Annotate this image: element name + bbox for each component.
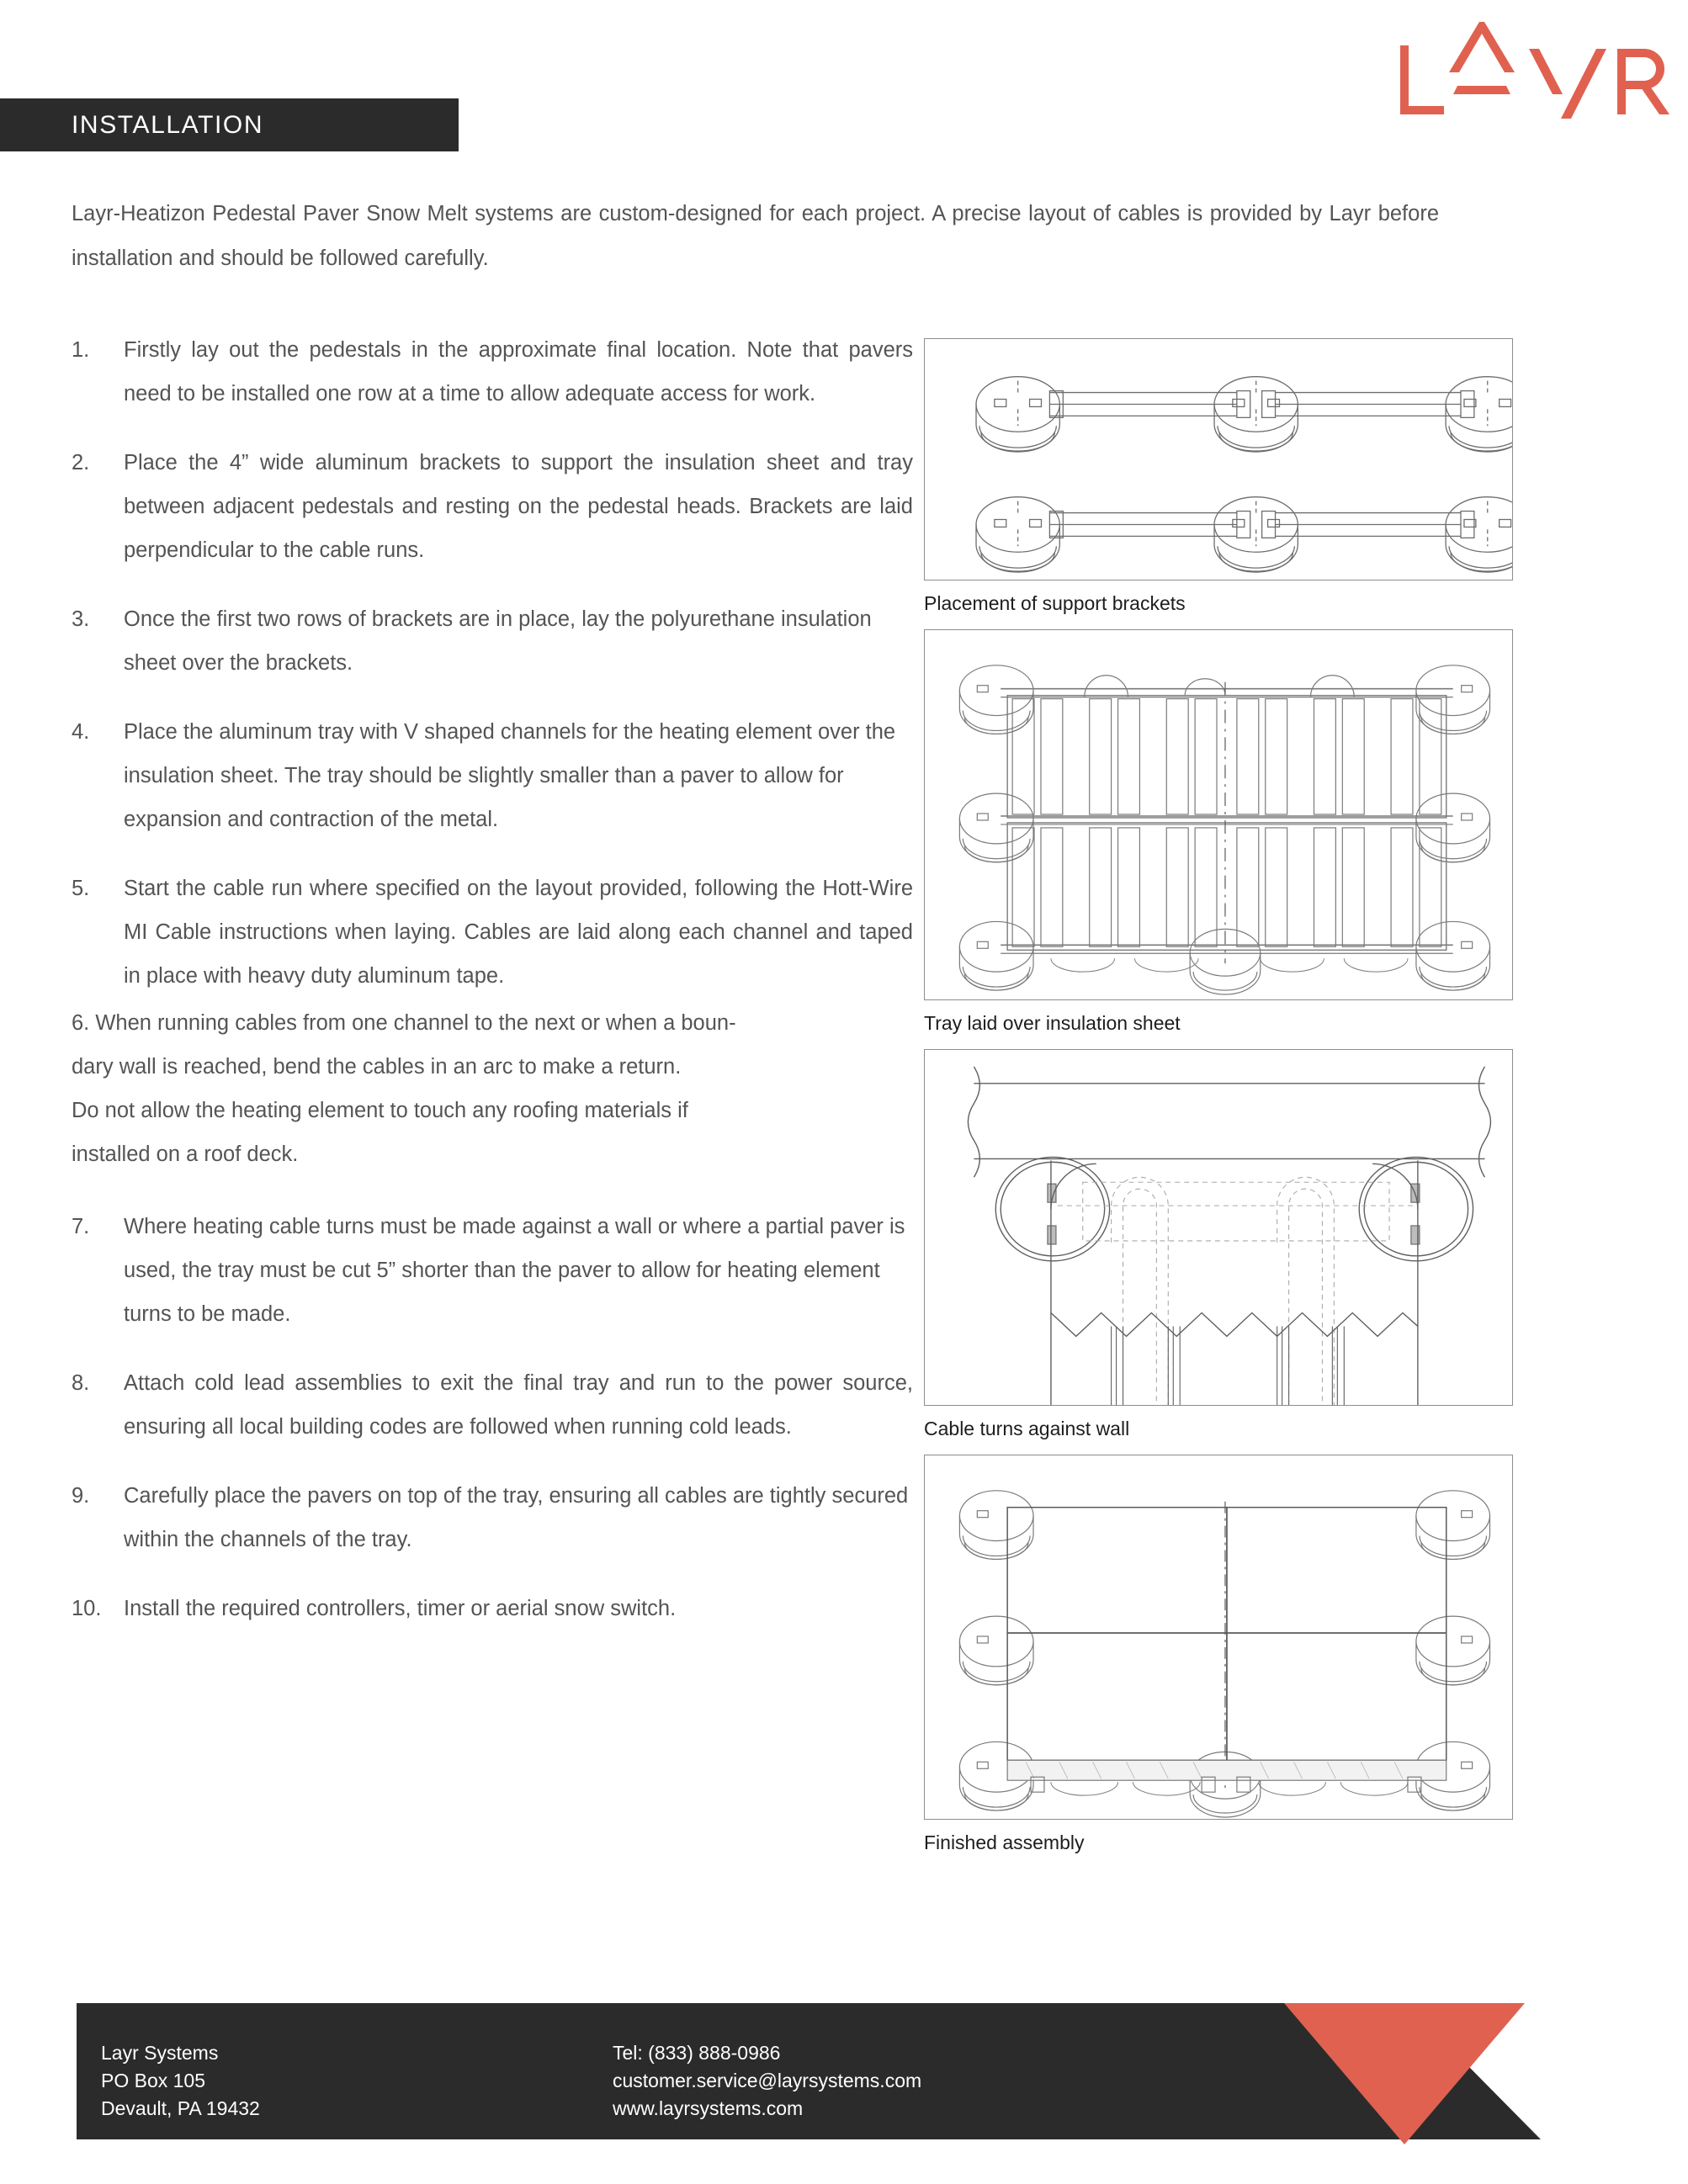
page-title: INSTALLATION — [72, 110, 264, 139]
layr-logo — [1392, 13, 1669, 131]
footer-address-line: PO Box 105 — [101, 2070, 206, 2091]
unindented-paragraph — [72, 1001, 913, 1176]
list-item — [72, 867, 913, 998]
figure-column — [924, 338, 1513, 1869]
section-tab — [0, 98, 459, 151]
step-number: 4. — [72, 720, 90, 744]
intro-paragraph: Layr-Heatizon Pedestal Paver Snow Melt systems are custom-designed for each project. A precise layout of cables is provided by Layr before installation and should be followed carefully. — [72, 202, 1439, 270]
figure-image-3 — [924, 1049, 1513, 1406]
step-number: 1. — [72, 338, 90, 362]
footer-phone[interactable]: Tel: (833) 888-0986 — [613, 2042, 781, 2064]
step-text: Place the aluminum tray with V shaped channels for the heating element over the insulation sheet. The tray should be slightly smaller than a paver to allow for expansion and contraction of the metal. — [124, 720, 896, 831]
footer-contact — [613, 2039, 921, 2123]
list-item — [72, 1474, 913, 1561]
footer-website[interactable]: www.layrsystems.com — [613, 2097, 804, 2119]
list-item — [72, 597, 913, 685]
step-number: 10. — [72, 1597, 102, 1620]
list-item — [72, 1587, 913, 1630]
step-number: 7. — [72, 1215, 90, 1238]
step-text: Place the 4” wide aluminum brackets to support the insulation sheet and tray between adjacent pedestals and resting on the pedestal heads. Brackets are laid perpendicular to the cable runs. — [124, 451, 913, 562]
step-text: Start the cable run where specified on the layout provided, following the Hott-Wire MI Cable instructions when laying. Cables are laid along each channel and taped in place with heavy duty aluminum tape. — [124, 877, 913, 988]
list-item — [72, 710, 913, 841]
footer-company-name: Layr Systems — [101, 2042, 219, 2064]
step-text: Attach cold lead assemblies to exit the final tray and run to the power source, ensuring all local building codes are followed when running cold leads. — [124, 1371, 913, 1439]
step-number: 9. — [72, 1484, 90, 1508]
figure-caption: Finished assembly — [924, 1831, 1085, 1853]
figure-tray-laid-over-insulation-sheet — [924, 629, 1513, 1035]
paragraph-line: dary wall is reached, bend the cables in an arc to make a return. — [72, 1055, 682, 1079]
installation-steps — [72, 328, 913, 1654]
footer-address — [101, 2039, 260, 2123]
figure-cable-turns-against-wall — [924, 1049, 1513, 1440]
figure-placement-of-support-brackets — [924, 338, 1513, 615]
list-item — [72, 328, 913, 416]
step-text: Once the first two rows of brackets are in place, lay the polyurethane insulation sheet over the brackets. — [124, 607, 872, 675]
footer-address-line: Devault, PA 19432 — [101, 2097, 260, 2119]
list-item — [72, 1361, 913, 1449]
paragraph-line: installed on a roof deck. — [72, 1142, 299, 1166]
figure-caption: Placement of support brackets — [924, 592, 1186, 614]
page-footer — [0, 1965, 1688, 2184]
figure-finished-assembly — [924, 1455, 1513, 1854]
footer-email[interactable]: customer.service@layrsystems.com — [613, 2070, 922, 2091]
step-number: 5. — [72, 877, 90, 900]
paragraph-line: Do not allow the heating element to touch any roofing materials if — [72, 1099, 688, 1122]
step-text: Install the required controllers, timer or aerial snow switch. — [124, 1597, 677, 1620]
figure-image-2 — [924, 629, 1513, 1000]
step-number: 8. — [72, 1371, 90, 1395]
figure-image-1 — [924, 338, 1513, 580]
step-number: 3. — [72, 607, 90, 631]
step-text: Carefully place the pavers on top of the tray, ensuring all cables are tightly secured within the channels of the tray. — [124, 1484, 909, 1551]
paragraph-line: 6. When running cables from one channel to the next or when a boun- — [72, 1011, 736, 1035]
step-number: 2. — [72, 451, 90, 474]
footer-triangle-accent — [1284, 2003, 1525, 2144]
list-item — [72, 1205, 913, 1336]
figure-caption: Tray laid over insulation sheet — [924, 1012, 1181, 1034]
list-item — [72, 441, 913, 572]
step-text: Where heating cable turns must be made against a wall or where a partial paver is used, the tray must be cut 5” shorter than the paver to allow for heating element turns to be made. — [124, 1215, 905, 1326]
figure-image-4 — [924, 1455, 1513, 1820]
step-text: Firstly lay out the pedestals in the approximate final location. Note that pavers need to be installed one row at a time to allow adequate access for work. — [124, 338, 913, 406]
figure-caption: Cable turns against wall — [924, 1418, 1130, 1439]
